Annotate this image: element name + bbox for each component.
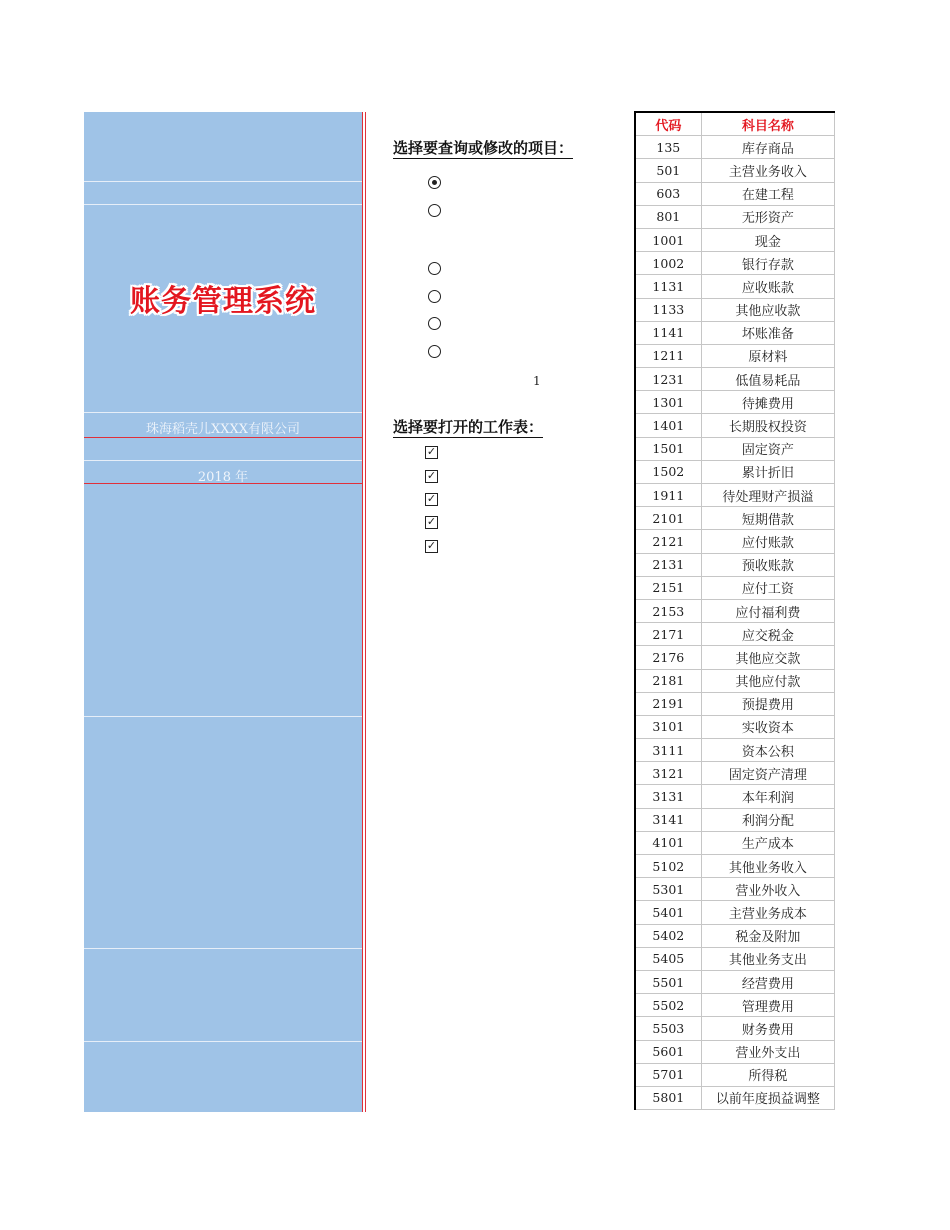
account-name-cell[interactable]: 其他业务收入 [701, 855, 834, 878]
account-name-cell[interactable]: 短期借款 [701, 507, 834, 530]
account-code-cell[interactable]: 3101 [635, 715, 701, 738]
account-name-cell[interactable]: 本年利润 [701, 785, 834, 808]
red-vertical-rule [362, 112, 363, 1112]
panel-red-rule [84, 483, 362, 484]
panel-divider [84, 460, 362, 461]
account-code-cell[interactable]: 3111 [635, 739, 701, 762]
selected-option-index: 1 [533, 374, 541, 388]
panel-divider [84, 412, 362, 413]
panel-red-rule [84, 437, 362, 438]
account-name-cell[interactable]: 固定资产清理 [701, 762, 834, 785]
account-code-cell[interactable]: 5503 [635, 1017, 701, 1040]
table-row[interactable] [635, 136, 835, 159]
account-code-cell[interactable]: 1501 [635, 437, 701, 460]
query-radio-6[interactable] [428, 345, 441, 358]
account-code-cell[interactable]: 1231 [635, 368, 701, 391]
account-name-cell[interactable]: 应付福利费 [701, 599, 834, 622]
table-row[interactable] [635, 924, 835, 947]
table-row[interactable] [635, 623, 835, 646]
account-code-cell[interactable]: 1502 [635, 460, 701, 483]
account-code-cell[interactable]: 603 [635, 182, 701, 205]
account-code-cell[interactable]: 501 [635, 159, 701, 182]
account-name-cell[interactable]: 库存商品 [701, 136, 834, 159]
account-name-cell[interactable]: 坏账准备 [701, 321, 834, 344]
sheet-checkbox-4[interactable]: ✓ [426, 515, 437, 528]
table-row[interactable] [635, 437, 835, 460]
account-name-cell[interactable]: 其他应付款 [701, 669, 834, 692]
table-row[interactable] [635, 205, 835, 228]
table-row[interactable] [635, 553, 835, 576]
query-radio-4[interactable] [428, 290, 441, 303]
account-name-cell[interactable]: 主营业务收入 [701, 159, 834, 182]
account-name-cell[interactable]: 以前年度损益调整 [701, 1086, 834, 1109]
account-code-cell[interactable]: 2131 [635, 553, 701, 576]
table-row[interactable] [635, 252, 835, 275]
account-name-cell[interactable]: 财务费用 [701, 1017, 834, 1040]
account-code-cell[interactable]: 2121 [635, 530, 701, 553]
panel-divider [84, 948, 362, 949]
account-name-cell[interactable]: 待处理财产损溢 [701, 484, 834, 507]
account-name-cell[interactable]: 预提费用 [701, 692, 834, 715]
table-body [635, 136, 835, 1110]
account-name-cell[interactable]: 预收账款 [701, 553, 834, 576]
account-code-cell[interactable]: 801 [635, 205, 701, 228]
year-label: 2018 年 [197, 470, 249, 485]
account-name-cell[interactable]: 其他业务支出 [701, 947, 834, 970]
account-name-cell[interactable]: 所得税 [701, 1063, 834, 1086]
table-row[interactable] [635, 739, 835, 762]
table-row[interactable] [635, 298, 835, 321]
table-row[interactable] [635, 808, 835, 831]
account-code-cell[interactable]: 5405 [635, 947, 701, 970]
account-name-cell[interactable]: 主营业务成本 [701, 901, 834, 924]
table-row[interactable] [635, 321, 835, 344]
account-code-cell[interactable]: 3131 [635, 785, 701, 808]
account-code-cell[interactable]: 2101 [635, 507, 701, 530]
account-name-cell[interactable]: 税金及附加 [701, 924, 834, 947]
account-code-cell[interactable]: 5801 [635, 1086, 701, 1109]
account-code-cell[interactable]: 1002 [635, 252, 701, 275]
account-name-cell[interactable]: 长期股权投资 [701, 414, 834, 437]
account-code-cell[interactable]: 3141 [635, 808, 701, 831]
account-name-cell[interactable]: 应付账款 [701, 530, 834, 553]
account-name-cell[interactable]: 资本公积 [701, 739, 834, 762]
table-row[interactable] [635, 1063, 835, 1086]
company-name: 珠海稻壳儿XXXX有限公司 [145, 422, 301, 437]
account-code-cell[interactable]: 2171 [635, 623, 701, 646]
table-row[interactable] [635, 970, 835, 993]
table-row[interactable] [635, 228, 835, 251]
account-name-cell[interactable]: 累计折旧 [701, 460, 834, 483]
account-code-cell[interactable]: 2176 [635, 646, 701, 669]
table-row[interactable] [635, 182, 835, 205]
table-row[interactable] [635, 159, 835, 182]
table-row[interactable] [635, 1017, 835, 1040]
table-row[interactable] [635, 368, 835, 391]
account-code-cell[interactable]: 2153 [635, 599, 701, 622]
sheet-checkbox-5[interactable]: ✓ [426, 539, 437, 552]
account-code-cell[interactable]: 1131 [635, 275, 701, 298]
account-name-cell[interactable]: 应收账款 [701, 275, 834, 298]
table-row[interactable] [635, 576, 835, 599]
account-code-cell[interactable]: 2191 [635, 692, 701, 715]
account-name-cell[interactable]: 低值易耗品 [701, 368, 834, 391]
sheet-checkbox-2[interactable]: ✓ [426, 469, 437, 482]
account-name-cell[interactable]: 营业外支出 [701, 1040, 834, 1063]
table-row[interactable] [635, 507, 835, 530]
query-radio-5[interactable] [428, 317, 441, 330]
account-code-cell[interactable]: 5401 [635, 901, 701, 924]
account-name-cell[interactable]: 其他应交款 [701, 646, 834, 669]
app-title: 账务管理系统 [130, 284, 316, 319]
account-name-cell[interactable]: 生产成本 [701, 831, 834, 854]
left-panel [84, 112, 362, 1112]
query-radio-2[interactable] [428, 204, 441, 217]
account-name-cell[interactable]: 管理费用 [701, 994, 834, 1017]
account-code-cell[interactable]: 1301 [635, 391, 701, 414]
table-row[interactable] [635, 878, 835, 901]
account-name-cell[interactable]: 应交税金 [701, 623, 834, 646]
account-code-cell[interactable]: 5402 [635, 924, 701, 947]
panel-divider [84, 181, 362, 182]
query-radio-1[interactable] [428, 176, 441, 189]
table-row[interactable] [635, 484, 835, 507]
account-name-cell[interactable]: 实收资本 [701, 715, 834, 738]
table-row[interactable] [635, 414, 835, 437]
table-row[interactable] [635, 947, 835, 970]
account-code-cell[interactable]: 5102 [635, 855, 701, 878]
account-name-cell[interactable]: 营业外收入 [701, 878, 834, 901]
account-code-cell[interactable]: 1133 [635, 298, 701, 321]
account-code-cell[interactable]: 3121 [635, 762, 701, 785]
account-name-cell[interactable]: 待摊费用 [701, 391, 834, 414]
header-code: 代码 [635, 112, 701, 136]
account-name-cell[interactable]: 现金 [701, 228, 834, 251]
account-code-cell[interactable]: 5502 [635, 994, 701, 1017]
account-name-cell[interactable]: 在建工程 [701, 182, 834, 205]
sheet-checkbox-3[interactable]: ✓ [426, 492, 437, 505]
account-code-cell[interactable]: 1211 [635, 344, 701, 367]
account-name-cell[interactable]: 原材料 [701, 344, 834, 367]
sheet-checkbox-1[interactable]: ✓ [426, 445, 437, 458]
account-code-cell[interactable]: 1141 [635, 321, 701, 344]
account-name-cell[interactable]: 无形资产 [701, 205, 834, 228]
table-row[interactable] [635, 344, 835, 367]
account-code-cell[interactable]: 5601 [635, 1040, 701, 1063]
table-row[interactable] [635, 715, 835, 738]
table-row[interactable] [635, 855, 835, 878]
table-row[interactable] [635, 762, 835, 785]
account-code-cell[interactable]: 5701 [635, 1063, 701, 1086]
table-row[interactable] [635, 460, 835, 483]
account-name-cell[interactable]: 利润分配 [701, 808, 834, 831]
account-name-cell[interactable]: 固定资产 [701, 437, 834, 460]
sheet-section-title: 选择要打开的工作表： [393, 418, 544, 436]
table-row[interactable] [635, 692, 835, 715]
query-section-title: 选择要查询或修改的项目： [393, 139, 574, 157]
table-row[interactable] [635, 1040, 835, 1063]
table-row[interactable] [635, 1086, 835, 1109]
account-name-cell[interactable]: 银行存款 [701, 252, 834, 275]
query-radio-3[interactable] [428, 262, 441, 275]
table-row[interactable] [635, 785, 835, 808]
table-row[interactable] [635, 831, 835, 854]
account-code-cell[interactable]: 5501 [635, 970, 701, 993]
account-table [634, 111, 835, 1110]
account-code-cell[interactable]: 1001 [635, 228, 701, 251]
panel-divider [84, 1041, 362, 1042]
account-code-cell[interactable]: 1401 [635, 414, 701, 437]
table-row[interactable] [635, 669, 835, 692]
account-code-cell[interactable]: 4101 [635, 831, 701, 854]
panel-divider [84, 204, 362, 205]
table-row[interactable] [635, 646, 835, 669]
panel-divider [84, 716, 362, 717]
table-row[interactable] [635, 994, 835, 1017]
table-row[interactable] [635, 530, 835, 553]
table-row[interactable] [635, 901, 835, 924]
account-code-cell[interactable]: 135 [635, 136, 701, 159]
table-row[interactable] [635, 391, 835, 414]
account-code-cell[interactable]: 2151 [635, 576, 701, 599]
header-account-name: 科目名称 [701, 112, 834, 136]
account-code-cell[interactable]: 5301 [635, 878, 701, 901]
account-name-cell[interactable]: 其他应收款 [701, 298, 834, 321]
account-code-cell[interactable]: 2181 [635, 669, 701, 692]
red-vertical-rule [365, 112, 366, 1112]
account-code-cell[interactable]: 1911 [635, 484, 701, 507]
account-name-cell[interactable]: 应付工资 [701, 576, 834, 599]
table-header-row [635, 112, 835, 136]
account-name-cell[interactable]: 经营费用 [701, 970, 834, 993]
table-row[interactable] [635, 599, 835, 622]
table-row[interactable] [635, 275, 835, 298]
